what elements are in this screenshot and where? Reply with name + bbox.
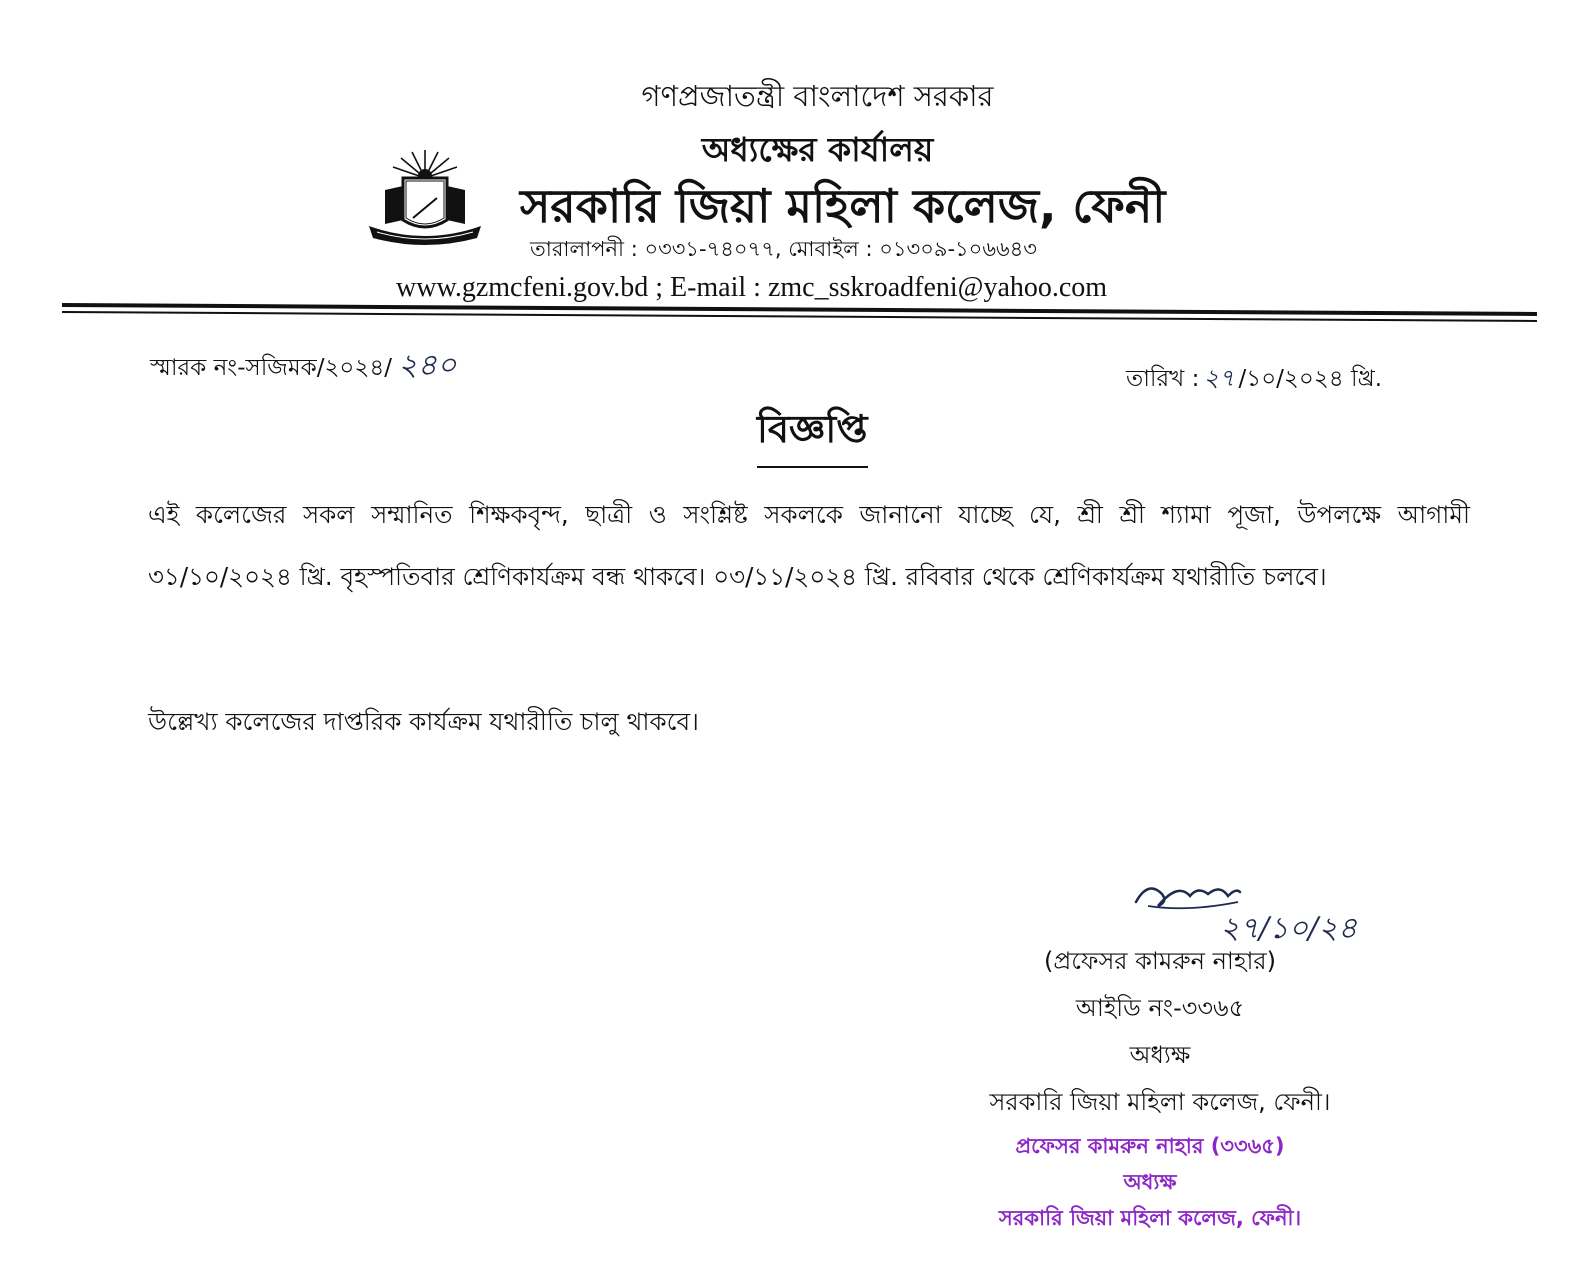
web-email-line: www.gzmcfeni.gov.bd ; E-mail : zmc_sskroadfeni@yahoo.com <box>396 272 1108 303</box>
notice-body-note: উল্লেখ্য কলেজের দাপ্তরিক কার্যক্রম যথারীতি চালু থাকবে। <box>148 707 699 736</box>
notice-body-paragraph: এই কলেজের সকল সম্মানিত শিক্ষকবৃন্দ, ছাত্রী ও সংশ্লিষ্ট সকলকে জানানো যাচ্ছে যে, শ্রী শ্রী শ্যামা পূজা, উপলক্ষে আগামী ৩১/১০/২০২৪ খ্রি. বৃহস্পতিবার শ্রেণিকার্যক্রম বন্ধ থাকবে। ০৩/১১/২০২৪ খ্রি. রবিবার থেকে শ্রেণিকার্যক্রম যথারীতি চলবে। <box>148 500 1470 591</box>
phone-line: তারালাপনী : ০৩৩১-৭৪০৭৭, মোবাইল : ০১৩০৯-১০৬৬৪৩ <box>530 237 1037 261</box>
official-stamp <box>990 1128 1310 1236</box>
office-title: অধ্যক্ষের কার্যালয় <box>701 130 934 169</box>
signature-date: ২৭/১০/২৪ <box>1220 911 1358 946</box>
signatory-name: (প্রফেসর কামরুন নাহার) <box>1043 947 1276 975</box>
memo-number <box>150 341 456 392</box>
signatory-id: আইডি নং-৩৩৬৫ <box>1075 994 1245 1022</box>
notice-title: বিজ্ঞপ্তি <box>757 400 868 468</box>
college-logo <box>365 148 485 248</box>
signatory-institution: সরকারি জিয়া মহিলা কলেজ, ফেনী। <box>989 1088 1331 1116</box>
date-label: তারিখ : <box>1126 366 1200 392</box>
government-line: গণপ্রজাতন্ত্রী বাংলাদেশ সরকার <box>641 79 994 113</box>
stamp-designation: অধ্যক্ষ <box>1123 1170 1177 1194</box>
college-name: সরকারি জিয়া মহিলা কলেজ, ফেনী <box>520 179 1166 233</box>
memo-handwritten-number: ২৪০ <box>398 348 457 383</box>
date-rest: /১০/২০২৪ খ্রি. <box>1238 366 1383 392</box>
stamp-name: প্রফেসর কামরুন নাহার (৩৩৬৫) <box>1015 1134 1285 1158</box>
stamp-institution: সরকারি জিয়া মহিলা কলেজ, ফেনী। <box>998 1206 1302 1230</box>
memo-label: স্মারক নং-সজিমক/২০২৪/ <box>150 355 392 381</box>
date-line <box>1126 360 1382 400</box>
signature-block <box>950 938 1370 1126</box>
date-handwritten-day: ২৭ <box>1203 364 1235 392</box>
signatory-designation: অধ্যক্ষ <box>1129 1041 1191 1069</box>
